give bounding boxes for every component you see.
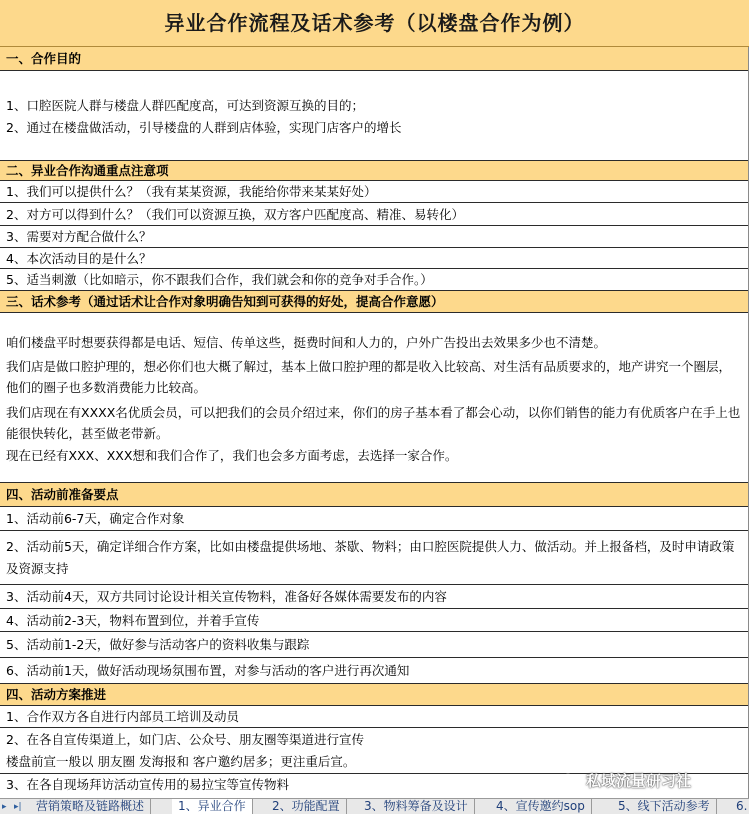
watermark <box>560 770 691 791</box>
script-para-1: 咱们楼盘平时想要获得都是电话、短信、传单这些，挺费时间和人力的，户外广告投出去效果多少也不清楚。 <box>6 335 607 350</box>
tab-offline-events[interactable]: 5、线下活动参考 <box>612 799 717 814</box>
section-header-prep[interactable]: 四、活动前准备要点 <box>0 483 749 507</box>
plan-item-2-note: 楼盘前宣一般以 朋友圈 发海报和 客户邀约居多；更注重后宣。 <box>6 754 356 769</box>
tab-prev-icon[interactable]: ▸ <box>2 802 7 812</box>
section-header-plan[interactable]: 四、活动方案推进 <box>0 684 749 706</box>
tab-last-icon[interactable]: ▸| <box>14 802 22 812</box>
tab-materials[interactable]: 3、物料筹备及设计 <box>358 799 475 814</box>
prep-item-1[interactable]: 1、活动前6-7天，确定合作对象 <box>0 507 749 531</box>
tab-more[interactable]: 6. <box>730 799 749 814</box>
tab-strategy[interactable]: 营销策略及链路概述 <box>30 799 151 814</box>
section-header-scripts[interactable]: 三、话术参考（通过话术让合作对象明确告知到可获得的好处，提高合作意愿） <box>0 291 749 313</box>
prep-item-5[interactable]: 5、活动前1-2天，做好参与活动客户的资料收集与跟踪 <box>0 632 749 658</box>
notes-item-5[interactable]: 5、适当刺激（比如暗示，你不跟我们合作，我们就会和你的竞争对手合作。） <box>0 269 749 291</box>
script-para-2: 我们店是做口腔护理的，想必你们也大概了解过，基本上做口腔护理的都是收入比较高、对生活有品质要求的，地产讲究一个圈层，他们的圈子也多数消费能力比较高。 <box>6 359 732 395</box>
notes-item-3[interactable]: 3、需要对方配合做什么？ <box>0 226 749 248</box>
sheet-title: 异业合作流程及话术参考（以楼盘合作为例） <box>0 0 749 47</box>
purpose-item-1: 1、口腔医院人群与楼盘人群匹配度高，可达到资源互换的目的； <box>6 98 364 113</box>
script-para-3: 我们店现在有XXXX名优质会员，可以把我们的会员介绍过来，你们的房子基本看了都会心动，以你们销售的能力有优质客户在手上也能很快转化，甚至做老带新。 <box>6 405 741 441</box>
prep-item-6[interactable]: 6、活动前1天，做好活动现场氛围布置，对参与活动的客户进行再次通知 <box>0 658 749 684</box>
purpose-cell[interactable] <box>0 71 749 161</box>
scripts-cell[interactable] <box>0 313 749 483</box>
purpose-item-2: 2、通过在楼盘做活动，引导楼盘的人群到店体验，实现门店客户的增长 <box>6 120 402 135</box>
plan-item-3[interactable]: 3、在各自现场拜访活动宣传用的易拉宝等宣传物料 <box>0 774 749 798</box>
plan-item-2: 2、在各自宣传渠道上，如门店、公众号、朋友圈等渠道进行宣传 <box>6 732 364 747</box>
prep-item-3[interactable]: 3、活动前4天，双方共同讨论设计相关宣传物料，准备好各媒体需要发布的内容 <box>0 585 749 609</box>
tab-functions[interactable]: 2、功能配置 <box>266 799 347 814</box>
notes-item-1[interactable]: 1、我们可以提供什么？（我有某某资源，我能给你带来某某好处） <box>0 181 749 203</box>
section-header-purpose[interactable]: 一、合作目的 <box>0 47 749 71</box>
section-header-notes[interactable]: 二、异业合作沟通重点注意项 <box>0 161 749 181</box>
notes-item-4[interactable]: 4、本次活动目的是什么？ <box>0 248 749 269</box>
wechat-icon <box>560 773 582 789</box>
prep-item-2[interactable]: 2、活动前5天，确定详细合作方案，比如由楼盘提供场地、茶歇、物料；由口腔医院提供人力、做活动。并上报备档，及时申请政策及资源支持 <box>0 531 749 585</box>
script-para-4: 现在已经有XXX、XXX想和我们合作了，我们也会多方面考虑，去选择一家合作。 <box>6 448 458 463</box>
sheet-tab-bar <box>0 798 749 814</box>
plan-item-2-cell[interactable] <box>0 728 749 774</box>
plan-item-1[interactable]: 1、合作双方各自进行内部员工培训及动员 <box>0 706 749 728</box>
tab-cross-industry[interactable]: 1、异业合作 <box>172 799 253 814</box>
notes-item-2[interactable]: 2、对方可以得到什么？（我们可以资源互换，双方客户匹配度高、精准、易转化） <box>0 203 749 226</box>
tab-promotion-sop[interactable]: 4、宣传邀约sop <box>490 799 592 814</box>
watermark-text: 私域流量研习社 <box>586 772 692 790</box>
prep-item-4[interactable]: 4、活动前2-3天，物料布置到位，并着手宣传 <box>0 609 749 632</box>
